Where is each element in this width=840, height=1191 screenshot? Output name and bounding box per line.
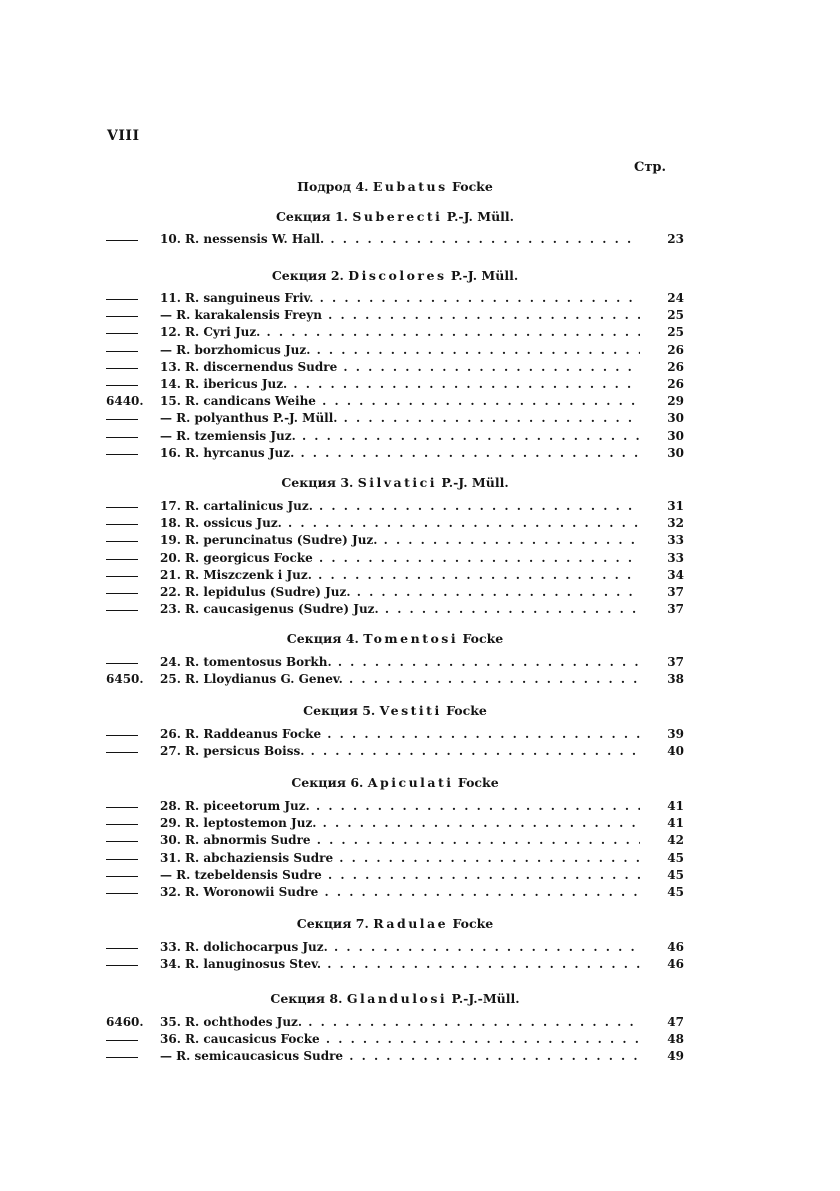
entry-title: — R. tzebeldensis Sudre . . . bbox=[160, 868, 640, 882]
entry-dash bbox=[106, 807, 138, 808]
toc-entry bbox=[0, 1032, 840, 1049]
section-prefix: Секция 3. bbox=[281, 475, 354, 490]
section-prefix: Секция 2. bbox=[271, 268, 344, 283]
page-column-header: Стр. bbox=[633, 160, 666, 175]
section-prefix: Секция 4. bbox=[286, 631, 359, 646]
toc-entry bbox=[0, 1049, 840, 1066]
entry-title: 13. R. discernendus Sudre . . . bbox=[160, 360, 640, 374]
section-prefix: Секция 5. bbox=[303, 703, 376, 718]
entry-title: — R. borzhomicus Juz. . . . bbox=[160, 343, 640, 357]
section-author: Focke bbox=[462, 631, 504, 646]
entry-dash bbox=[106, 368, 138, 369]
section-prefix: Секция 6. bbox=[291, 775, 364, 790]
section-author: P.-J. Müll. bbox=[441, 475, 509, 490]
toc-entry bbox=[0, 343, 840, 360]
toc-entry bbox=[0, 744, 840, 761]
entry-page: 37 bbox=[667, 602, 684, 617]
entry-title: 16. R. hyrcanus Juz. . . . bbox=[160, 446, 640, 460]
entry-title: 20. R. georgicus Focke . . . bbox=[160, 551, 640, 565]
toc-entry bbox=[0, 429, 840, 446]
subgenus-author: Focke bbox=[452, 179, 493, 194]
entry-page: 37 bbox=[667, 585, 684, 599]
section-heading bbox=[0, 775, 790, 790]
entry-title: 18. R. ossicus Juz. . . . bbox=[160, 516, 640, 530]
entry-dash bbox=[106, 351, 138, 352]
entry-title: 32. R. Woronowii Sudre . . . bbox=[160, 885, 640, 899]
entry-title: 24. R. tomentosus Borkh. . . . bbox=[160, 655, 640, 669]
entry-title: 35. R. ochthodes Juz. . . . bbox=[160, 1015, 640, 1029]
section-name: Apiculati bbox=[367, 775, 454, 790]
toc-entry bbox=[0, 816, 840, 833]
entry-dash bbox=[106, 610, 138, 611]
entry-page: 42 bbox=[667, 833, 684, 848]
toc-entry bbox=[0, 885, 840, 902]
entry-page: 32 bbox=[667, 516, 684, 531]
toc-entry bbox=[0, 411, 840, 428]
entry-page: 37 bbox=[667, 655, 684, 669]
entry-page: 30 bbox=[667, 411, 684, 426]
section-heading bbox=[0, 703, 790, 718]
entry-title: — R. karakalensis Freyn . . . bbox=[160, 308, 640, 322]
toc-entry bbox=[0, 868, 840, 885]
entry-number: 6450. bbox=[106, 672, 144, 687]
entry-dash bbox=[106, 752, 138, 753]
toc-entry bbox=[0, 308, 840, 325]
entry-dash bbox=[106, 663, 138, 664]
section-heading bbox=[0, 916, 790, 931]
toc-entry bbox=[0, 551, 840, 568]
toc-entry bbox=[0, 516, 840, 533]
section-heading bbox=[0, 475, 790, 490]
entry-page: 46 bbox=[667, 957, 684, 972]
entry-title: — R. semicaucasicus Sudre . . . bbox=[160, 1049, 640, 1063]
toc-entry bbox=[0, 1015, 840, 1032]
entry-title: 14. R. ibericus Juz. . . . bbox=[160, 377, 640, 391]
entry-page: 46 bbox=[667, 940, 684, 954]
entry-dash bbox=[106, 299, 138, 300]
toc-entry bbox=[0, 799, 840, 816]
toc-entry bbox=[0, 602, 840, 619]
entry-page: 33 bbox=[667, 533, 684, 548]
entry-dash bbox=[106, 824, 138, 825]
section-name: Suberecti bbox=[352, 209, 443, 224]
entry-page: 41 bbox=[667, 799, 684, 813]
entry-title: 26. R. Raddeanus Focke . . . bbox=[160, 727, 640, 741]
entry-dash bbox=[106, 385, 138, 386]
section-prefix: Секция 1. bbox=[275, 209, 349, 224]
entry-title: 17. R. cartalinicus Juz. . . . bbox=[160, 499, 640, 513]
section-heading bbox=[0, 631, 790, 646]
entry-page: 49 bbox=[667, 1049, 684, 1064]
entry-title: 22. R. lepidulus (Sudre) Juz. . . . bbox=[160, 585, 640, 599]
entry-title: 25. R. Lloydianus G. Genev. . . . bbox=[160, 672, 640, 686]
entry-dash bbox=[106, 965, 138, 966]
toc-entry bbox=[0, 291, 840, 308]
entry-page: 45 bbox=[667, 867, 684, 882]
entry-page: 26 bbox=[667, 359, 684, 374]
entry-dash bbox=[106, 316, 138, 317]
entry-title: 28. R. piceetorum Juz. . . . bbox=[160, 799, 640, 813]
entry-page: 41 bbox=[667, 816, 684, 831]
toc-entry bbox=[0, 360, 840, 377]
toc-entry bbox=[0, 833, 840, 850]
entry-page: 25 bbox=[667, 325, 684, 340]
section-author: Focke bbox=[457, 775, 499, 790]
entry-dash bbox=[106, 1057, 138, 1058]
page-folio: VIII bbox=[107, 128, 140, 144]
entry-number: 6460. bbox=[106, 1015, 144, 1029]
entry-title: 27. R. persicus Boiss. . . . bbox=[160, 744, 640, 758]
section-name: Tomentosi bbox=[363, 631, 459, 646]
entry-page: 39 bbox=[667, 727, 684, 741]
section-name: Vestiti bbox=[379, 703, 442, 718]
toc-entry bbox=[0, 568, 840, 585]
entry-page: 25 bbox=[667, 308, 684, 323]
entry-title: 19. R. peruncinatus (Sudre) Juz. . . . bbox=[160, 533, 640, 547]
section-author: P.-J.-Müll. bbox=[451, 991, 520, 1006]
entry-title: 34. R. lanuginosus Stev. . . . bbox=[160, 957, 640, 971]
entry-dash bbox=[106, 1040, 138, 1041]
entry-title: 29. R. leptostemon Juz. . . . bbox=[160, 816, 640, 830]
entry-dash bbox=[106, 893, 138, 894]
entry-title: 21. R. Miszczenk i Juz. . . . bbox=[160, 568, 640, 582]
entry-title: — R. polyanthus P.-J. Müll. . . . bbox=[160, 411, 640, 425]
entry-dash bbox=[106, 507, 138, 508]
section-author: Focke bbox=[452, 916, 494, 931]
entry-page: 30 bbox=[667, 428, 684, 443]
entry-page: 26 bbox=[667, 342, 684, 357]
toc-entry bbox=[0, 940, 840, 957]
entry-title: 30. R. abnormis Sudre . . . bbox=[160, 833, 640, 847]
entry-dash bbox=[106, 948, 138, 949]
entry-page: 40 bbox=[667, 744, 684, 759]
entry-page: 45 bbox=[667, 850, 684, 865]
entry-dash bbox=[106, 454, 138, 455]
toc-entry bbox=[0, 446, 840, 463]
toc-entry bbox=[0, 499, 840, 516]
entry-page: 48 bbox=[667, 1032, 684, 1047]
subgenus-prefix: Подрод 4. bbox=[297, 179, 369, 194]
section-author: P.-J. Müll. bbox=[446, 209, 515, 224]
entry-title: 11. R. sanguineus Friv. . . . bbox=[160, 291, 640, 305]
section-author: Focke bbox=[446, 703, 487, 718]
entry-page: 23 bbox=[667, 232, 684, 246]
entry-dash bbox=[106, 593, 138, 594]
entry-page: 33 bbox=[667, 550, 684, 565]
entry-dash bbox=[106, 333, 138, 334]
entry-title: 31. R. abchaziensis Sudre . . . bbox=[160, 851, 640, 865]
entry-title: 33. R. dolichocarpus Juz. . . . bbox=[160, 940, 640, 954]
entry-page: 34 bbox=[667, 567, 684, 582]
entry-page: 26 bbox=[667, 377, 684, 391]
section-name: Glandulosi bbox=[346, 991, 448, 1006]
subgenus-heading bbox=[0, 179, 790, 194]
section-name: Silvatici bbox=[357, 475, 438, 490]
entry-title: — R. tzemiensis Juz. . . . bbox=[160, 429, 640, 443]
entry-dash bbox=[106, 576, 138, 577]
entry-dash bbox=[106, 240, 138, 241]
entry-dash bbox=[106, 541, 138, 542]
toc-entry bbox=[0, 377, 840, 394]
entry-dash bbox=[106, 419, 138, 420]
toc-entry bbox=[0, 672, 840, 689]
entry-dash bbox=[106, 859, 138, 860]
toc-entry bbox=[0, 655, 840, 672]
section-heading bbox=[0, 991, 790, 1006]
entry-page: 30 bbox=[667, 445, 684, 460]
entry-page: 29 bbox=[667, 394, 684, 409]
entry-dash bbox=[106, 876, 138, 877]
section-prefix: Секция 8. bbox=[270, 991, 343, 1006]
entry-dash bbox=[106, 735, 138, 736]
entry-dash bbox=[106, 559, 138, 560]
entry-page: 31 bbox=[667, 499, 684, 513]
entry-title: 36. R. caucasicus Focke . . . bbox=[160, 1032, 640, 1046]
entry-page: 24 bbox=[667, 291, 684, 305]
toc-entry bbox=[0, 394, 840, 411]
section-name: Discolores bbox=[348, 268, 447, 283]
subgenus-name: Eubatus bbox=[372, 179, 448, 194]
toc-entry bbox=[0, 232, 840, 249]
entry-page: 47 bbox=[667, 1015, 684, 1029]
section-author: P.-J. Müll. bbox=[450, 268, 519, 283]
toc-entry bbox=[0, 325, 840, 342]
section-prefix: Секция 7. bbox=[296, 916, 369, 931]
entry-title: 10. R. nessensis W. Hall. . . . bbox=[160, 232, 640, 246]
toc-entry bbox=[0, 851, 840, 868]
section-heading bbox=[0, 268, 790, 283]
entry-title: 12. R. Cyri Juz. . . . bbox=[160, 325, 640, 339]
toc-entry bbox=[0, 585, 840, 602]
toc-entry bbox=[0, 533, 840, 550]
entry-dash bbox=[106, 437, 138, 438]
entry-page: 38 bbox=[667, 672, 684, 687]
entry-title: 23. R. caucasigenus (Sudre) Juz. . . . bbox=[160, 602, 640, 616]
toc-entry bbox=[0, 727, 840, 744]
section-heading bbox=[0, 209, 790, 224]
entry-dash bbox=[106, 841, 138, 842]
section-name: Radulae bbox=[373, 916, 449, 931]
entry-number: 6440. bbox=[106, 394, 144, 409]
entry-dash bbox=[106, 524, 138, 525]
toc-entry bbox=[0, 957, 840, 974]
entry-title: 15. R. candicans Weihe . . . bbox=[160, 394, 640, 408]
entry-page: 45 bbox=[667, 885, 684, 899]
